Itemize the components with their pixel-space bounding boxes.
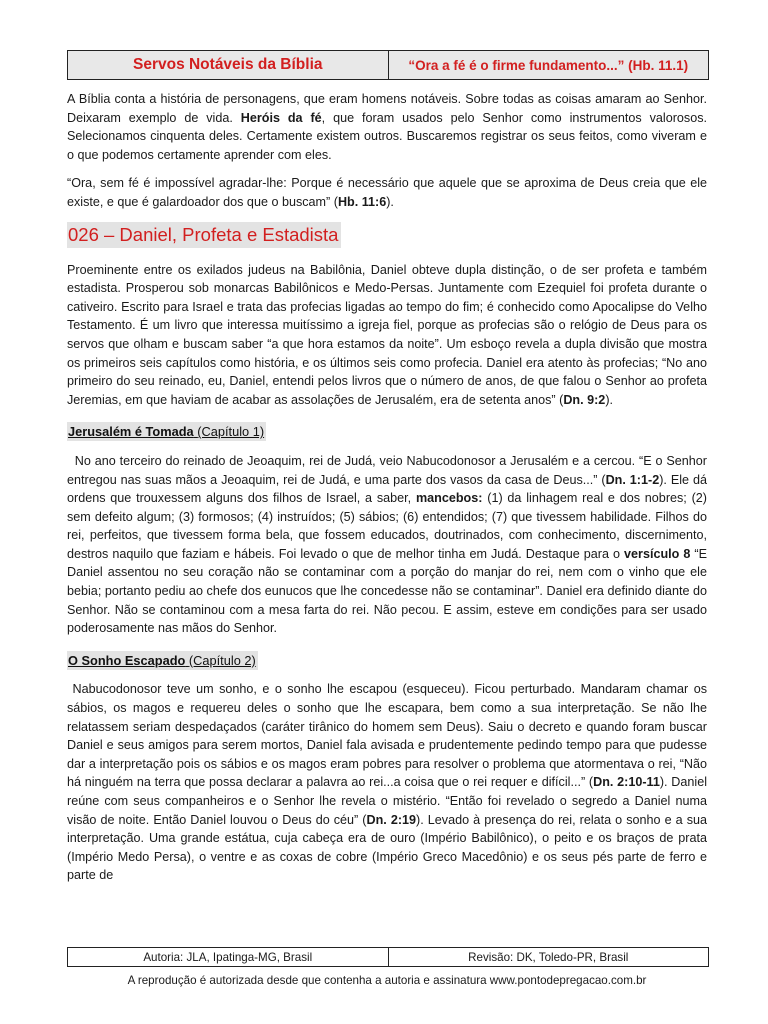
keyword-highlight: mancebos:	[415, 491, 483, 506]
chapter-heading: 026 – Daniel, Profeta e Estadista	[67, 222, 341, 248]
footer-revision: Revisão: DK, Toledo-PR, Brasil	[468, 950, 629, 964]
intro-paragraph: A Bíblia conta a história de personagens, que eram homens notáveis. Sobre todas as coisas amaram ao Senhor. Deixaram exemplo de vida. Heróis da fé, que foram usados pelo Senhor como instrumentos valorosos. Selecionamos cinquenta deles. Certamente existem outros. Buscaremos registrar os seus feitos, como viveram e o que podemos certamente aprender com eles.	[67, 92, 707, 162]
scripture-ref: Hb. 11:6	[337, 194, 387, 209]
scripture-ref: Dn. 1:1-2	[605, 472, 660, 487]
section-paragraph: No ano terceiro do reinado de Jeoaquim, rei de Judá, veio Nabucodonosor a Jerusalém e a cercou. “E o Senhor entregou nas suas mãos a Jeoaquim, rei de Judá, e uma parte dos vasos da casa de Deus...” (Dn. 1:1-2). Ele dá ordens que trouxessem alguns dos filhos de Israel, a saber, mancebos: (1) da linhagem real e dos nobres; (2) sem defeito algum; (3) formosos; (4) instruídos; (5) sábios; (6) entendidos; (7) que tivessem habilidade. Filhos do rei, perfeitos, que tivessem forma bela, que fossem educados, doutrinados, com conhecimento, discernimento, destros naquilo que faziam e hábeis. Foi levado o que de melhor tinha em Judá. Destaque para o versículo 8 “E Daniel assentou no seu coração não se contaminar com a porção do manjar do rei, nem com o vinho que ele bebia; portanto pediu ao chefe dos eunucos que lhe concedesse não se contaminar”. Daniel era definido diante do Senhor. Não se contaminou com a mesa farta do rei. Não pecou. E assim, esteve em condições para ser usado poderosamente nas mãos do Senhor.	[67, 453, 711, 636]
keyword-highlight: versículo 8	[624, 546, 691, 561]
scripture-quote: “Ora, sem fé é impossível agradar-lhe: Porque é necessário que aquele que se aproxima de Deus creia que ele existe, e que é galardoador dos que o buscam” (Hb. 11:6).	[67, 176, 707, 209]
header-motto: “Ora a fé é o firme fundamento...” (Hb. 11.1)	[408, 57, 689, 73]
chapter-intro-paragraph: Proeminente entre os exilados judeus na Babilônia, Daniel obteve dupla distinção, o de ser profeta e também estadista. Prosperou sob monarcas Babilônicos e Medo-Persas. Juntamente com Ezequiel foi profeta durante o cativeiro. Escrito para Israel e trata das profecias ligadas ao tempo do fim; é conhecido como Apocalipse do Velho Testamento. É um livro que interessa muitíssimo a igreja fiel, porque as profecias são o relógio de Deus para os servos que olham e buscam saber “a que hora estamos da noite”. Um esboço revela a dupla divisão que mostra os primeiros seis capítulos como história, e os últimos seis como profecia. Daniel era atento às profecias; “No ano primeiro do seu reinado, eu, Daniel, entendi pelos livros que o número de anos, de que falou o Senhor ao profeta Jeremias, em que haviam de acabar as assolações de Jerusalém, era de setenta anos” (Dn. 9:2).	[67, 262, 707, 407]
header-box	[67, 50, 709, 80]
main-content	[67, 90, 711, 885]
scripture-ref: Dn. 2:10-11	[593, 775, 660, 790]
section-chapter-ref: (Capítulo 1)	[197, 424, 265, 440]
section-heading-wrap	[67, 651, 707, 671]
footer-note: A reprodução é autorizada desde que contenha a autoria e assinatura www.pontodepregacao.com.br	[127, 974, 647, 987]
footer-author: Autoria: JLA, Ipatinga-MG, Brasil	[68, 948, 389, 966]
chapter-heading-wrap	[67, 222, 707, 248]
section-heading: Jerusalém é Tomada (Capítulo 1)	[68, 424, 265, 440]
section-paragraph: Nabucodonosor teve um sonho, e o sonho lhe escapou (esqueceu). Ficou perturbado. Mandaram chamar os sábios, os magos e requereu deles o sonho que lhe escapara, bem como a sua interpretação. Se não lhe relatassem seriam despedaçados (caráter tirânico do homem sem Deus). Saiu o decreto e quando foram buscar Daniel e seus amigos para serem mortos, Daniel fala avisada e prudentemente pedindo tempo para que pudesse dar a interpretação pois os sábios e os magos eram pobres para resolver o problema que atormentava o rei, “Não há ninguém na terra que possa declarar a palavra ao rei...a coisa que o rei requer e difícil...” (Dn. 2:10-11). Daniel reúne com seus companheiros e o Senhor lhe revela o mistério. “Então foi revelado o segredo a Daniel numa visão de noite. Então Daniel louvou o Deus do céu” (Dn. 2:19). Levado à presença do rei, relata o sonho e a sua interpretação. Uma grande estátua, cuja cabeça era de ouro (Império Babilônico), o peito e os braços de prata (Império Medo Persa), o ventre e as coxas de cobre (Império Greco Macedônio) e os seus pés parte de ferro e parte de	[67, 682, 711, 883]
section-chapter-ref: (Capítulo 2)	[188, 652, 256, 668]
section-heading: O Sonho Escapado (Capítulo 2)	[68, 652, 256, 668]
scripture-ref: Dn. 2:19	[366, 812, 417, 827]
heroes-highlight: Heróis da fé	[240, 110, 322, 125]
footer-credits	[67, 947, 709, 967]
section-heading-wrap	[67, 422, 707, 442]
series-title: Servos Notáveis da Bíblia	[68, 51, 389, 79]
scripture-ref: Dn. 9:2	[563, 392, 606, 407]
